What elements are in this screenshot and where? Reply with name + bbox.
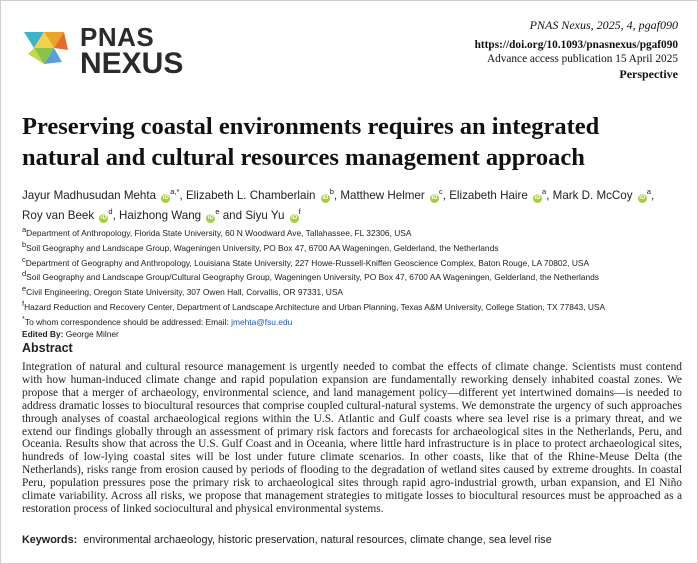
orcid-icon[interactable]: iD — [322, 194, 329, 201]
affiliation-line — [22, 283, 692, 298]
author-affiliation-marker: f — [298, 206, 301, 216]
orcid-icon[interactable]: iD — [207, 214, 214, 221]
editor-name: George Milner — [63, 328, 119, 339]
orcid-icon[interactable]: iD — [534, 194, 541, 201]
orcid-icon[interactable]: iD — [100, 214, 107, 221]
author-name: Haizhong Wang — [119, 208, 202, 222]
author-name: Jayur Madhusudan Mehta — [22, 188, 157, 202]
keywords-label: Keywords: — [22, 534, 78, 546]
affiliation-marker: f — [22, 298, 25, 308]
author[interactable] — [245, 206, 301, 222]
correspondence-text: To whom correspondence should be addressed: Email: — [24, 316, 232, 327]
affiliation-text: Soil Geography and Landscape Group/Cultural Geography Group, Wageningen University, PO Box 47, 6700 AA Wageningen, Gelderland, the Netherlands — [26, 272, 599, 283]
affiliation-text: Civil Engineering, Oregon State University, 307 Owen Hall, Corvallis, OR 97331, USA — [26, 286, 344, 297]
orcid-icon[interactable]: iD — [431, 194, 438, 201]
keywords — [22, 534, 552, 546]
author-name: Elizabeth L. Chamberlain — [185, 188, 316, 202]
edited-by-line — [22, 328, 692, 340]
logo-pnas-text: PNAS — [80, 22, 155, 52]
affiliation-marker: d — [22, 269, 27, 279]
author-list: Jayur Madhusudan Mehta $iD^{a,*}$, Elizabeth L. Chamberlain $iD^b$, Matthew Helmer $iD^c$, Elizabeth Haire $iD^a$, Mark D. McCoy $iD^a$, Roy van Beek $iD^d$, Haizhong Wang $iD^e$ and Siyu Yu $iD^f$ — [22, 187, 655, 222]
author[interactable] — [119, 206, 220, 222]
author-affiliation-marker: c — [438, 187, 443, 196]
author-affiliation-marker: a,* — [170, 187, 180, 196]
author-affiliation-marker: d — [108, 206, 113, 216]
affiliation-marker: b — [22, 239, 27, 249]
author-affiliation-marker: a — [646, 187, 651, 196]
abstract-text: Integration of natural and cultural resource management is urgently needed to combat the effects of climate change. Scientists must contend with how human-induced climate change and rapid population expansion are fundamentally reworking densely inhabited coastal zones. We propose that a merger of archaeology, environmental science, and land management policy—different yet intertwined domains—is needed to address dramatic losses to biocultural resources that comprise coupled cultural-natural systems. We demonstrate the urgency of such approaches through analyses of coastal archaeological regions within the U.S. Atlantic and Gulf coasts where sea level rise is a primary threat, and we extend our findings globally through an assessment of primary risk factors and forecasts for archaeological sites in the Netherlands, Peru, and Oceania. Results show that across the U.S. Gulf Coast and in Oceania, where little hard infrastructure is in place to protect archaeological sites, hundreds of low-lying coastal sites will be lost under future climate scenarios. In other coasts, like that of the Rhine-Meuse Delta (the Netherlands), risks range from erosion caused by periods of flooding to the degradation of wetland sites caused by extreme droughts. In coastal Peru, population pressures pose the primary risk to archaeological sites through rapid agro-industrial growth, urban expansion, and El Niño climate variability. Across all risks, we propose that management strategies to mitigate losses to biocultural resources must be approached as a restoration process of linked sociocultural and physical environmental systems. — [22, 361, 682, 515]
author-name: Roy van Beek — [22, 208, 95, 222]
doi-link[interactable]: https://doi.org/10.1093/pnasnexus/pgaf090 — [474, 39, 678, 51]
article-header-meta — [475, 18, 678, 81]
edited-by-label: Edited By: — [22, 328, 64, 339]
abstract-heading: Abstract — [22, 341, 73, 355]
author[interactable] — [22, 189, 179, 202]
author-name: Mark D. McCoy — [552, 188, 633, 202]
correspondence-line — [22, 313, 692, 328]
affiliation-marker: a — [22, 225, 27, 234]
affiliation-marker: e — [22, 284, 27, 294]
orcid-icon[interactable]: iD — [291, 214, 298, 221]
affiliation-line — [22, 224, 692, 239]
orcid-icon[interactable]: iD — [162, 194, 169, 201]
affiliation-text: Department of Anthropology, Florida State University, 60 N Woodward Ave, Tallahassee, FL 32306, USA — [26, 227, 412, 238]
author-affiliation-marker: b — [329, 187, 334, 196]
author-affiliation-marker: a — [542, 187, 547, 196]
logo-nexus-text: NEXUS — [80, 47, 184, 80]
author-name: Elizabeth Haire — [449, 188, 528, 202]
article-type: Perspective — [619, 67, 678, 81]
author-affiliation-marker: e — [215, 206, 220, 216]
keywords-text: environmental archaeology, historic preservation, natural resources, climate change, sea level rise — [83, 534, 552, 546]
correspondence-marker: * — [22, 313, 25, 323]
affiliation-text: Hazard Reduction and Recovery Center, Department of Landscape Architecture and Urban Planning, Texas A&M University, College Station, TX 77843, USA — [24, 301, 606, 312]
article-title: Preserving coastal environments requires an integrated natural and cultural resources management approach — [22, 113, 600, 171]
abstract-section — [22, 341, 682, 516]
author-name: Siyu Yu — [245, 208, 285, 222]
affiliation-line — [22, 298, 692, 313]
journal-logo[interactable] — [22, 22, 184, 82]
orcid-icon[interactable]: iD — [639, 194, 646, 201]
advance-access-date: Advance access publication 15 April 2025 — [486, 53, 678, 65]
author[interactable] — [186, 189, 334, 202]
author-name: Matthew Helmer — [340, 188, 425, 202]
affiliations — [22, 224, 692, 340]
correspondence-email-link[interactable]: jmehta@fsu.edu — [231, 316, 293, 327]
author[interactable] — [340, 189, 442, 202]
author[interactable] — [449, 189, 546, 202]
affiliation-marker: c — [22, 254, 26, 264]
pnas-nexus-triangles-icon — [22, 24, 72, 74]
author[interactable] — [553, 189, 651, 202]
journal-citation: PNAS Nexus, 2025, 4, pgaf090 — [529, 18, 678, 32]
affiliation-line — [22, 239, 692, 254]
author[interactable] — [22, 206, 113, 222]
affiliation-line — [22, 268, 692, 283]
affiliation-text: Soil Geography and Landscape Group, Wageningen University, PO Box 47, 6700 AA Wageningen, Gelderland, the Netherlands — [26, 242, 499, 253]
affiliation-line — [22, 254, 692, 269]
affiliation-text: Department of Geography and Anthropology, Louisiana State University, 227 Howe-Russell-Kniffen Geoscience Complex, Baton Rouge, LA 70802, USA — [25, 257, 590, 268]
